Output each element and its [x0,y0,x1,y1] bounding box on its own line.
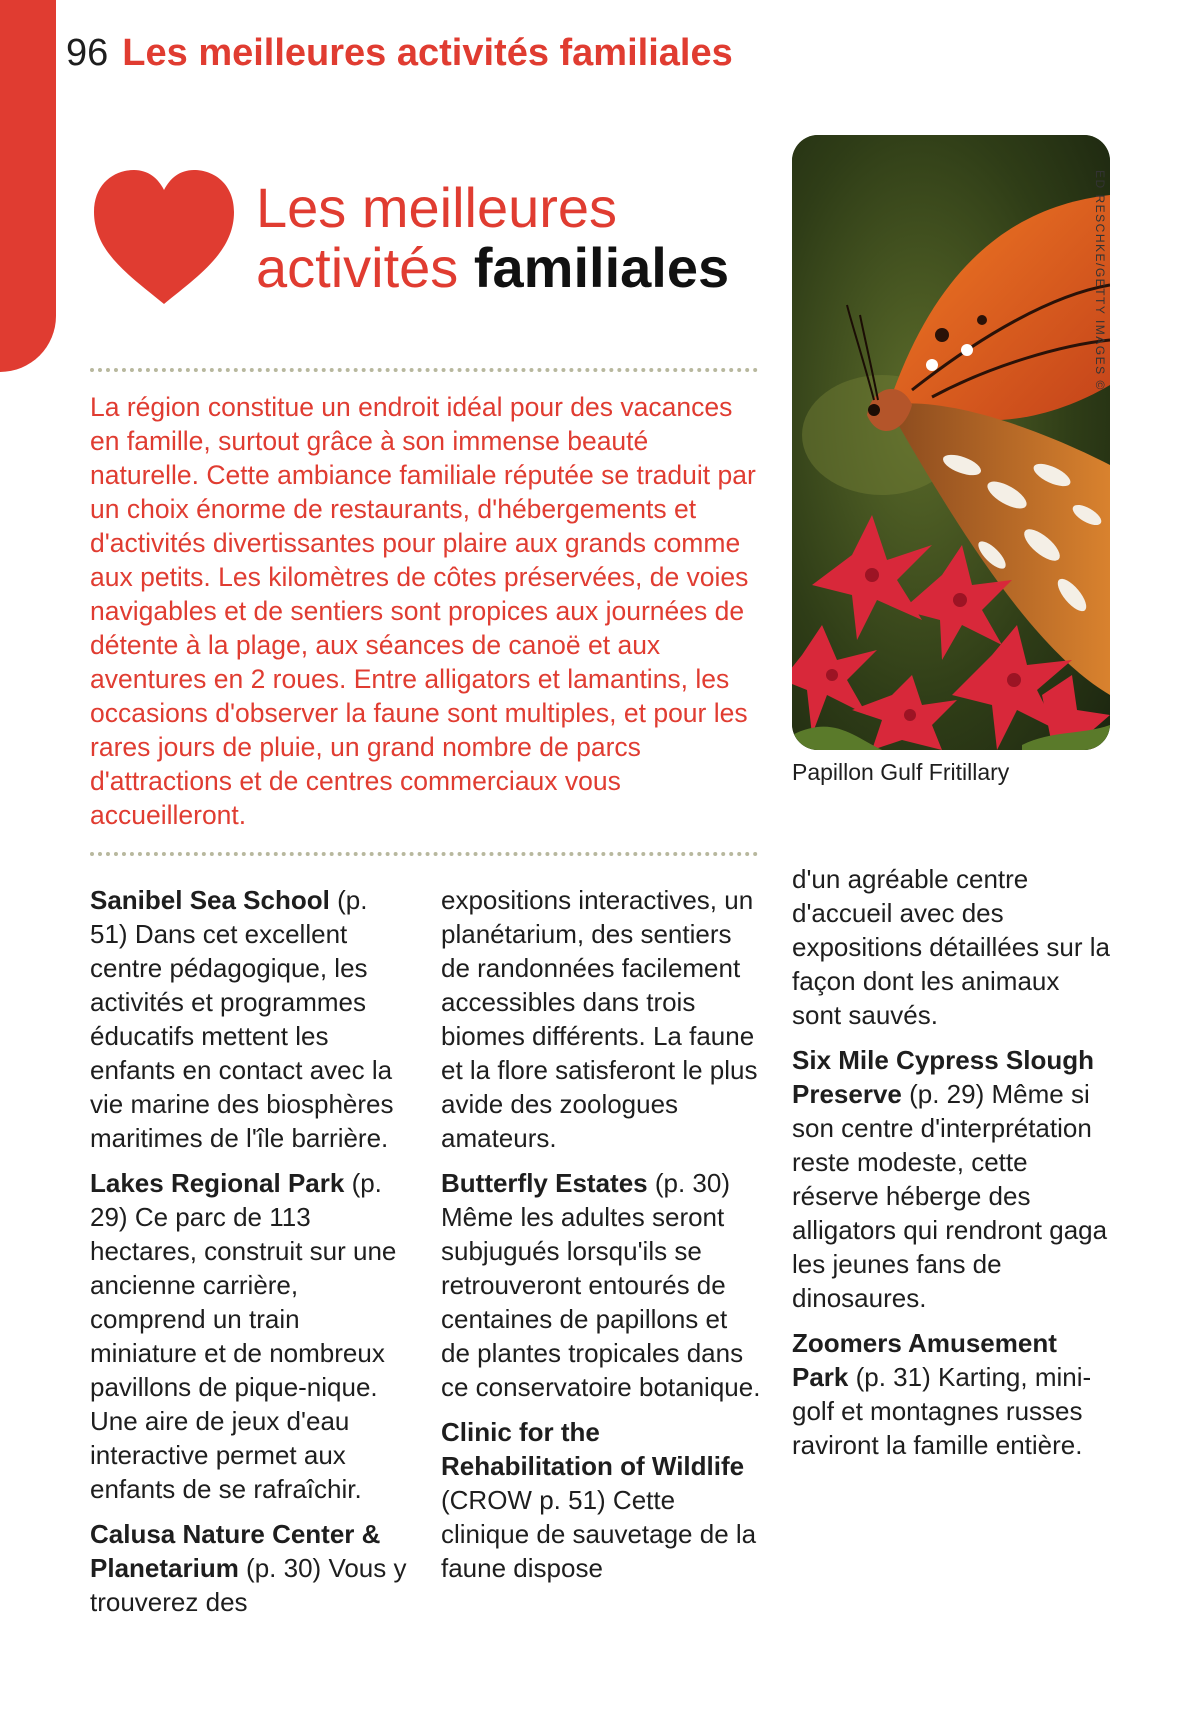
running-header [66,30,733,76]
entry-calusa-continued [441,883,761,1155]
entry-ref: (p. 51) [90,885,368,949]
entry-ref: (p. 29) [901,1079,985,1109]
entry-crow-clinic [441,1415,761,1585]
entry-butterfly-estates [441,1166,761,1404]
entry-sanibel-sea-school [90,883,410,1155]
photo-credit: ED RESCHKE/GETTY IMAGES © [1093,170,1107,391]
entry-name: Calusa Nature Center & Planetarium [90,1519,381,1583]
text-column-3 [792,862,1112,1473]
photo-caption: Papillon Gulf Fritillary [792,759,1010,785]
intro-paragraph [90,390,758,832]
heading-line-1: Les meilleures [256,176,618,239]
heading-regular: activités [256,236,459,299]
dotted-divider-bottom [90,852,758,856]
entry-text: Cette clinique de sauvetage de la faune dispose [441,1485,757,1583]
entry-text: Vous y trouverez des [90,1553,407,1617]
entry-name: Sanibel Sea School [90,885,330,915]
running-title: Les meilleures activités familiales [122,32,733,74]
entry-text: Même si son centre d'interprétation reste modeste, cette réserve héberge des alligators qui rendront gaga les jeunes fans de dinosaures. [792,1079,1108,1313]
entry-ref: (p. 30) [647,1168,730,1198]
entry-calusa-nature-center [90,1517,410,1619]
entry-ref: (CROW p. 51) [441,1485,606,1515]
entry-text: expositions interactives, un planétarium, des sentiers de randonnées facilement accessibles dans trois biomes différents. La faune et la flore satisferont le plus avide des zoologues amateurs. [441,885,758,1153]
heading-bold: familiales [473,236,730,299]
entry-text: Karting, mini-golf et montagnes russes raviront la famille entière. [792,1362,1092,1460]
chapter-tab [0,0,56,372]
entry-ref: (p. 31) [848,1362,931,1392]
entry-lakes-regional-park [90,1166,410,1506]
entry-name: Six Mile Cypress Slough Preserve [792,1045,1094,1109]
entry-name: Butterfly Estates [441,1168,648,1198]
entry-name: Clinic for the Rehabilitation of Wildlife [441,1417,745,1481]
entry-text: Dans cet excellent centre pédagogique, les activités et programmes éducatifs mettent les enfants en contact avec la vie marine des biosphères maritimes de l'île barrière. [90,919,394,1153]
entry-crow-continued [792,862,1112,1032]
heading-line-2 [256,238,729,298]
entry-text: d'un agréable centre d'accueil avec des expositions détaillées sur la façon dont les animaux sont sauvés. [792,864,1110,1030]
entry-ref: (p. 30) [238,1553,322,1583]
heart-icon [92,168,236,308]
entry-text: Ce parc de 113 hectares, construit sur une ancienne carrière, comprend un train miniature et de nombreux pavillons de pique-nique. Une aire de jeux d'eau interactive permet aux enfants de se rafraîchir. [90,1202,397,1504]
entry-six-mile-cypress [792,1043,1112,1315]
text-column-1 [90,883,410,1630]
dotted-divider-top [90,368,758,372]
page-number: 96 [66,32,109,74]
entry-name: Zoomers Amusement Park [792,1328,1057,1392]
section-heading [256,178,729,298]
text-column-2 [441,883,761,1596]
entry-zoomers-amusement-park [792,1326,1112,1462]
intro-text: La région constitue un endroit idéal pour des vacances en famille, surtout grâce à son immense beauté naturelle. Cette ambiance familiale réputée se traduit par un choix énorme de restaurants, d'hébergements et d'activités divertissantes pour plaire aux grands comme aux petits. Les kilomètres de côtes préservées, de voies navigables et de sentiers sont propices aux journées de détente à la plage, aux séances de canoë et aux aventures en 2 roues. Entre alligators et lamantins, les occasions d'observer la faune sont multiples, et pour les rares jours de pluie, un grand nombre de parcs d'attractions et de centres commerciaux vous accueilleront. [90,392,756,830]
entry-ref: (p. 29) [90,1168,382,1232]
entry-name: Lakes Regional Park [90,1168,345,1198]
butterfly-photo [792,135,1110,750]
entry-text: Même les adultes seront subjugués lorsqu'ils se retrouveront entourés de centaines de papillons et de plantes tropicales dans ce conservatoire botanique. [441,1202,761,1402]
